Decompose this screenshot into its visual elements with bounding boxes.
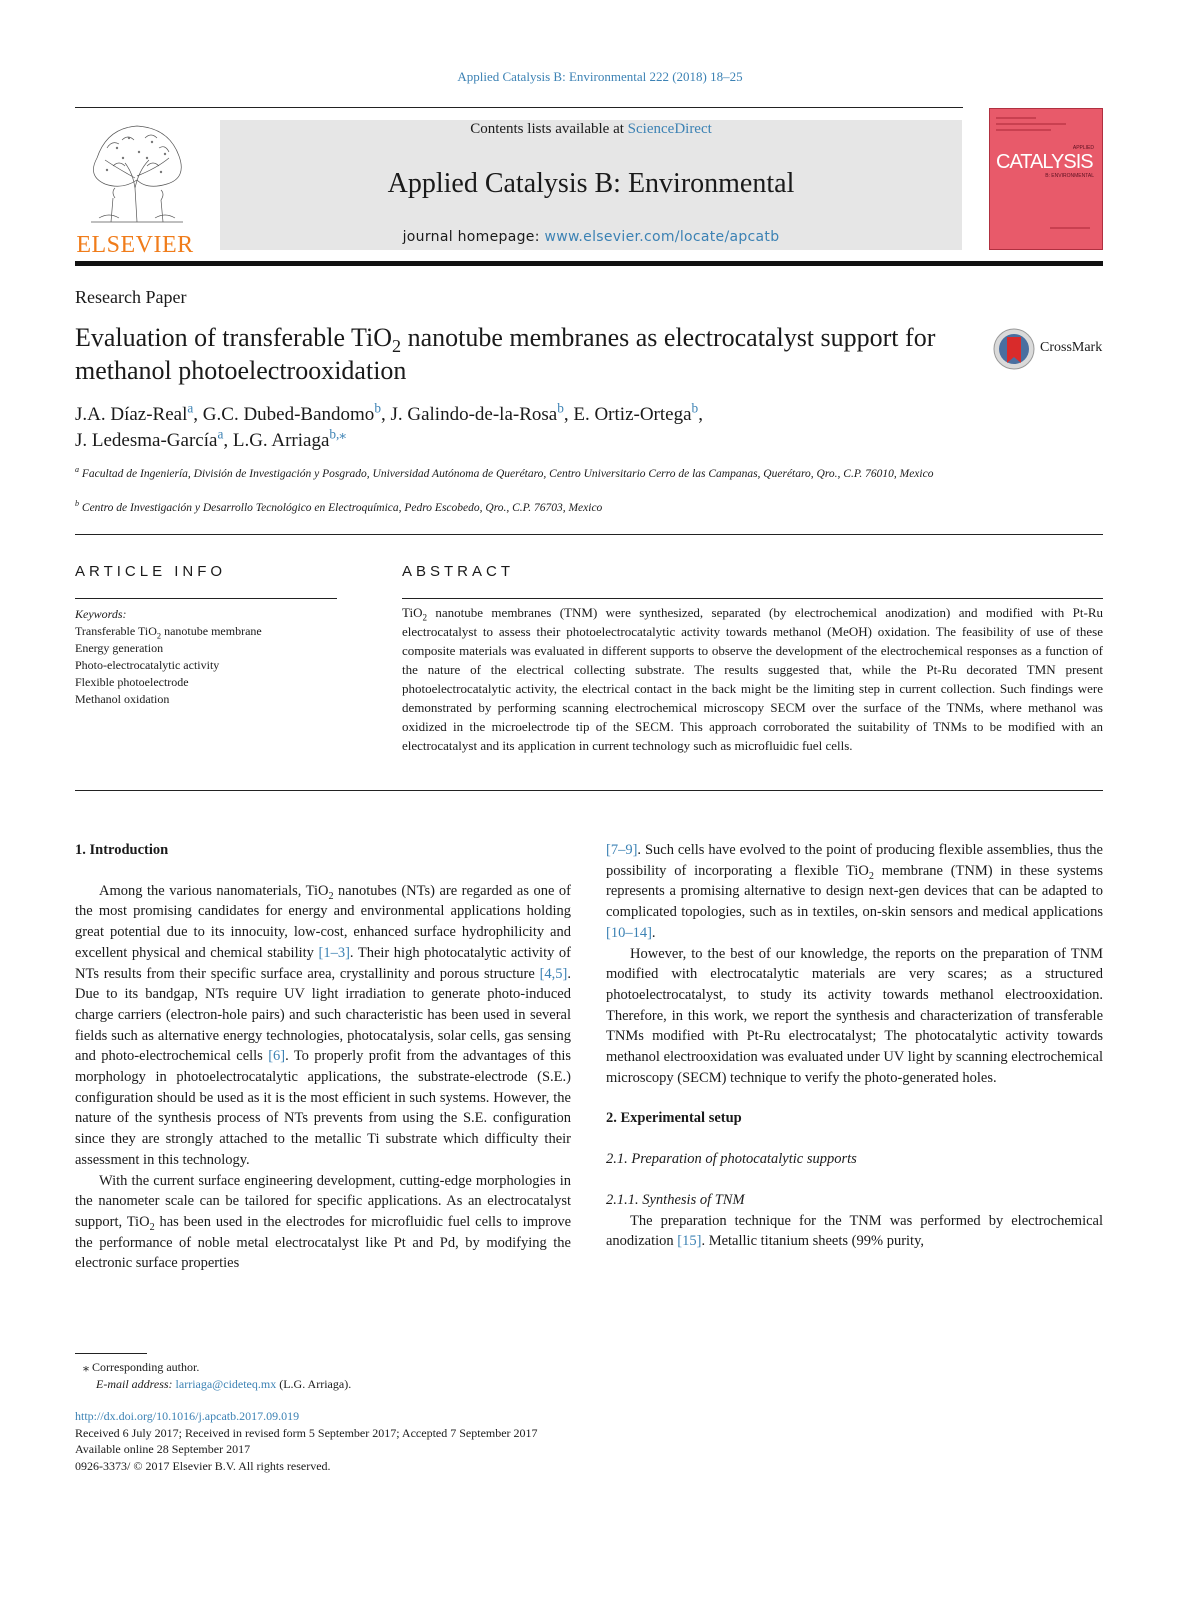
affiliation-text: Centro de Investigación y Desarrollo Tecnológico en Electroquímica, Pedro Escobedo, Qro., C.P. 76703, Mexico xyxy=(81,502,603,514)
subscript: 2 xyxy=(328,890,334,902)
crossmark-badge[interactable] xyxy=(992,327,1107,369)
affiliation-mark: a xyxy=(75,465,80,475)
cover-small-top: APPLIED xyxy=(1072,145,1094,151)
header-rule xyxy=(75,107,963,108)
title-subscript: 2 xyxy=(392,336,402,357)
author-affil-mark[interactable]: b xyxy=(557,400,564,416)
online-date: Available online 28 September 2017 xyxy=(75,1442,251,1456)
text-run: . xyxy=(651,924,656,941)
citation-link[interactable]: [10–14] xyxy=(606,924,652,941)
journal-cover[interactable] xyxy=(989,108,1103,250)
keyword-part: nanotube membrane xyxy=(161,624,262,638)
author-name[interactable]: E. Ortiz-Ortega xyxy=(573,404,692,425)
affiliation-text: Facultad de Ingeniería, División de Investigación y Posgrado, Universidad Autónoma de Querétaro, Centro Universitario Cerro de las Campanas, Querétaro, Qro., C.P. 76010, Mexico xyxy=(81,468,934,480)
journal-title: Applied Catalysis B: Environmental xyxy=(387,168,795,199)
text-run: The preparation technique for the TNM was performed by electrochemical anodization xyxy=(606,1212,1103,1250)
text-run: has been used in the electrodes for microfluidic fuel cells to improve the performance of noble metal electrocatalyst like Pt and Pd, by modifying the electronic surface properties xyxy=(75,1213,572,1272)
keyword-item: Methanol oxidation xyxy=(75,692,170,706)
homepage-link[interactable]: www.elsevier.com/locate/apcatb xyxy=(544,229,780,245)
abstract-part: TiO xyxy=(402,605,423,620)
affiliation-a xyxy=(75,466,975,483)
abstract-rule xyxy=(402,598,1103,599)
text-run: . Metallic titanium sheets (99% purity, xyxy=(701,1233,925,1250)
citation-link[interactable]: [4,5] xyxy=(539,965,568,982)
keywords-block xyxy=(75,606,375,708)
journal-reference[interactable]: Applied Catalysis B: Environmental 222 (2018) 18–25 xyxy=(457,69,743,84)
email-link[interactable]: larriaga@cideteq.mx xyxy=(175,1377,277,1391)
cover-line xyxy=(1050,227,1090,229)
email-note xyxy=(75,1376,351,1393)
section-rule xyxy=(75,790,1103,791)
text-run: Among the various nanomaterials, TiO xyxy=(99,882,329,899)
author-affil-mark[interactable]: a xyxy=(217,426,224,442)
email-suffix: (L.G. Arriaga). xyxy=(276,1377,352,1391)
publisher-name: ELSEVIER xyxy=(76,232,194,258)
citation-link[interactable]: [15] xyxy=(677,1233,702,1250)
homepage-line xyxy=(220,229,962,245)
elsevier-tree-icon xyxy=(77,118,197,226)
body-paragraph xyxy=(75,881,571,1171)
contents-prefix: Contents lists available at xyxy=(470,121,628,137)
abstract-text xyxy=(402,603,1103,755)
body-column-left xyxy=(75,840,571,1274)
author-affil-mark[interactable]: b xyxy=(374,400,381,416)
citation-link[interactable]: [1–3] xyxy=(318,944,350,961)
author-affil-mark[interactable]: b,⁎ xyxy=(329,426,347,442)
paper-title xyxy=(75,321,955,387)
affiliation-b xyxy=(75,500,975,517)
cover-subtitle: B: ENVIRONMENTAL xyxy=(1045,173,1094,179)
citation-link[interactable]: [6] xyxy=(268,1048,286,1065)
body-paragraph: However, to the best of our knowledge, the reports on the preparation of TNM modified with electrocatalytic materials are very scares; as a structured photoelectrocatalyst, to study its activity towards methanol electrooxidation. Therefore, in this work, we report the synthesis and characterization of transferable TNMs modified with Pt-Ru electrocatalyst; The photocatalytic activity towards methanol electrooxidation was evaluated under UV light by scanning electrochemical microscopy (SECM) technique to verify the photo-generated holes. xyxy=(606,945,1103,1086)
subsubsection-heading: 2.1.1. Synthesis of TNM xyxy=(606,1191,745,1208)
keyword-item: Photo-electrocatalytic activity xyxy=(75,658,220,672)
keyword-item xyxy=(75,623,375,640)
footnote-rule xyxy=(75,1353,147,1354)
footnote-block xyxy=(75,1359,351,1393)
author-affil-mark[interactable]: b xyxy=(691,400,699,416)
text-run: nanotubes (NTs) are regarded as one of the most promising candidates for energy and environmental applications holding great potential due to its innocuity, low-cost, enhanced surface hydrophilicity and excellent physical and chemical stability xyxy=(75,882,571,961)
body-paragraph-continued xyxy=(606,840,1103,944)
cover-title: CATALYSIS xyxy=(996,151,1093,173)
contents-line xyxy=(220,120,962,138)
abstract-subscript: 2 xyxy=(422,612,428,623)
keyword-item: Flexible photoelectrode xyxy=(75,675,189,689)
doi-link[interactable]: http://dx.doi.org/10.1016/j.apcatb.2017.09.019 xyxy=(75,1409,300,1423)
homepage-prefix: journal homepage: xyxy=(402,229,545,245)
section-rule xyxy=(75,534,1103,535)
publication-info xyxy=(75,1408,538,1474)
cover-line xyxy=(996,129,1051,131)
text-run: . Due to its bandgap, NTs require UV light irradiation to generate photo-induced charge carriers (electron-hole pairs) and such characteristic has been used in several fields such as alternative energy technologies, photocatalysis, solar cells, gas sensing and photo-electrochemical cells xyxy=(75,965,571,1065)
author-affil-mark[interactable]: a xyxy=(187,400,194,416)
introduction-heading: 1. Introduction xyxy=(75,842,169,858)
affiliation-mark: b xyxy=(75,499,80,509)
body-paragraph xyxy=(606,1211,1103,1252)
title-part: Evaluation of transferable TiO xyxy=(75,323,392,352)
author-name[interactable]: J.A. Díaz-Real xyxy=(75,404,188,425)
abstract-heading: ABSTRACT xyxy=(402,563,515,580)
author-separator: , xyxy=(193,404,203,425)
author-list xyxy=(75,402,935,454)
publisher-logo[interactable] xyxy=(75,118,210,258)
body-paragraph xyxy=(75,1171,571,1275)
subscript: 2 xyxy=(868,870,874,882)
received-dates: Received 6 July 2017; Received in revised form 5 September 2017; Accepted 7 September 2017 xyxy=(75,1425,538,1440)
sciencedirect-link[interactable]: ScienceDirect xyxy=(627,121,712,137)
author-name[interactable]: L.G. Arriaga xyxy=(232,430,330,451)
keyword-item: Energy generation xyxy=(75,641,164,655)
author-separator: , xyxy=(380,404,391,425)
author-separator: , xyxy=(563,404,574,425)
article-info-rule xyxy=(75,598,337,599)
article-info-heading: ARTICLE INFO xyxy=(75,563,227,580)
author-name[interactable]: J. Galindo-de-la-Rosa xyxy=(390,404,558,425)
author-name[interactable]: J. Ledesma-García xyxy=(75,430,218,451)
cover-line xyxy=(996,123,1066,125)
subsection-heading: 2.1. Preparation of photocatalytic supports xyxy=(606,1151,857,1168)
email-label: E-mail address: xyxy=(96,1377,176,1391)
corresponding-author-note: ⁎ Corresponding author. xyxy=(83,1360,200,1374)
body-column-right xyxy=(606,840,1103,1252)
experimental-heading: 2. Experimental setup xyxy=(606,1110,742,1127)
journal-banner xyxy=(220,120,962,250)
paper-type: Research Paper xyxy=(75,287,187,307)
author-name[interactable]: G.C. Dubed-Bandomo xyxy=(202,404,375,425)
keyword-subscript: 2 xyxy=(156,631,162,641)
title-part: nanotube membranes as electrocatalyst support for methanol photoelectrooxidation xyxy=(75,323,936,385)
abstract-part: nanotube membranes (TNM) were synthesized, separated (by electrochemical anodization) and modified with Pt-Ru electrocatalyst to assess their photoelectrocatalytic activity towards methanol (MeOH) oxidation. The feasibility of use of these composite materials was evaluated in different supports to observe the development of the electrochemical responses as a function of the nature of the electrical collecting substrate. The results suggested that, while the Pt-Ru decorated TMN present photoelectrocatalytic activity, the electrical contact in the back might be the limiting step in current collection. Such findings were demonstrated by performing scanning electrochemical microscopy SECM over the surface of the TNMs, where methanol was oxidized in the microelectrode tip of the SECM. This approach corroborated the suitability of TNMs to be modified with an electrocatalyst and its application in current technology such as microfluidic fuel cells. xyxy=(402,605,1103,753)
citation-link[interactable]: [7–9] xyxy=(606,842,638,858)
author-separator: , xyxy=(698,404,703,425)
author-separator: , xyxy=(223,430,233,451)
crossmark-label: CrossMark xyxy=(1040,340,1103,355)
subscript: 2 xyxy=(149,1221,155,1233)
keyword-part: Transferable TiO xyxy=(75,624,157,638)
text-run: With the current surface engineering development, cutting-edge morphologies in the nanometer scale can be tailored for specific applications. As an electrocatalyst support, TiO xyxy=(75,1172,571,1230)
text-run: . Such cells have evolved to the point of producing flexible assemblies, thus the possibility of incorporating a flexible TiO xyxy=(606,842,1103,879)
keywords-label: Keywords: xyxy=(75,607,127,621)
text-run: . To properly profit from the advantages of this morphology in photoelectrocatalytic applications, the substrate-electrode (S.E.) configuration should be used as it is the most efficient in such systems. However, the nature of the synthesis process of NTs prevents from using the S.E. configuration since they are strongly attached to the metallic Ti substrate which difficulty their assessment in this technology. xyxy=(75,1048,572,1168)
cover-line xyxy=(996,117,1036,119)
text-run: . Their high photocatalytic activity of NTs results from their specific surface area, crystallinity and porous structure xyxy=(75,944,571,982)
text-run: membrane (TNM) in these systems represents a promising alternative to design next-gen devices that can be adapted to complicated topologies, such as in textiles, on-skin sensors and medical applications xyxy=(606,862,1103,921)
crossmark-icon xyxy=(992,327,1036,371)
header-thick-rule xyxy=(75,261,1103,266)
copyright-line: 0926-3373/ © 2017 Elsevier B.V. All rights reserved. xyxy=(75,1458,331,1473)
